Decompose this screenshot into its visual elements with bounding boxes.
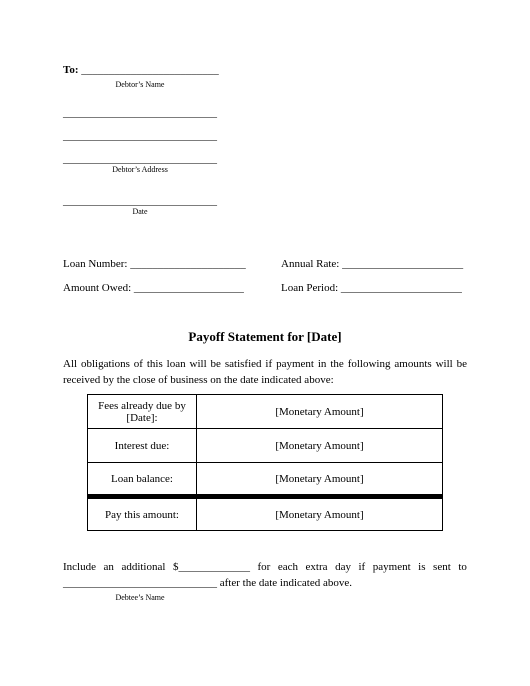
table-row [88,463,443,497]
pay-amount-label: Pay this amount: [88,497,197,531]
table-row [88,429,443,463]
to-name-line: _________________________ [81,64,219,76]
footer-word: each [277,561,299,573]
intro-word: will [435,358,453,370]
statement-title: Payoff Statement for [Date] [188,329,342,344]
footer-word: an [103,561,114,573]
footer-word: to [458,561,467,573]
debtor-address-caption: Debtor’s Address [112,165,168,174]
interest-due-amount: [Monetary Amount] [197,429,443,463]
intro-word: All [63,358,78,370]
address-line-2: ____________________________ [63,130,217,142]
intro-word: of [133,358,143,370]
intro-word: satisfied [224,358,262,370]
address-line-1: ____________________________ [63,107,217,119]
debtee-name-caption: Debtee’s Name [115,593,165,602]
footer-word: Include [63,561,96,573]
payoff-table [87,394,443,531]
intro-word: following [347,358,391,370]
footer-word: day [335,561,351,573]
amount-owed-field: Amount Owed: ____________________ [63,282,244,294]
intro-word: if [265,358,273,370]
pay-amount-value: [Monetary Amount] [197,497,443,531]
interest-due-label: Interest due: [88,429,197,463]
intro-word: payment [276,358,314,370]
debtor-name-caption: Debtor’s Name [115,80,165,89]
fees-due-label: Fees already due by [Date]: [88,395,197,429]
table-row [88,395,443,429]
footer-word: if [358,561,366,573]
intro-word: loan [166,358,186,370]
intro-word: be [456,358,467,370]
intro-line-2: received by the close of business on the date indicated above: [63,374,334,386]
footer-word: sent [433,561,451,573]
loan-period-field: Loan Period: ______________________ [281,282,462,294]
footer-word: is [418,561,426,573]
intro-word: in [317,358,327,370]
footer-line-2: ____________________________ after the date indicated above. [63,577,352,589]
date-line: ____________________________ [63,195,217,207]
footer-line-1 [63,561,467,574]
footer-word: extra [305,561,328,573]
annual-rate-field: Annual Rate: ______________________ [281,258,464,270]
intro-line-1 [63,358,467,371]
to-line-row [63,64,219,77]
table-row-total [88,497,443,531]
footer-word: $_____________ [172,561,250,573]
loan-number-field: Loan Number: _____________________ [63,258,246,270]
to-label: To: [63,64,79,76]
intro-word: will [189,358,207,370]
intro-word: the [330,358,344,370]
intro-word: amounts [394,358,432,370]
loan-balance-amount: [Monetary Amount] [197,463,443,497]
address-line-3: ____________________________ [63,153,217,165]
intro-word: this [146,358,163,370]
footer-word: for [257,561,271,573]
intro-word: obligations [80,358,130,370]
fees-due-amount: [Monetary Amount] [197,395,443,429]
date-caption: Date [132,207,148,216]
intro-word: be [210,358,221,370]
footer-word: payment [372,561,411,573]
loan-balance-label: Loan balance: [88,463,197,497]
footer-word: additional [121,561,166,573]
